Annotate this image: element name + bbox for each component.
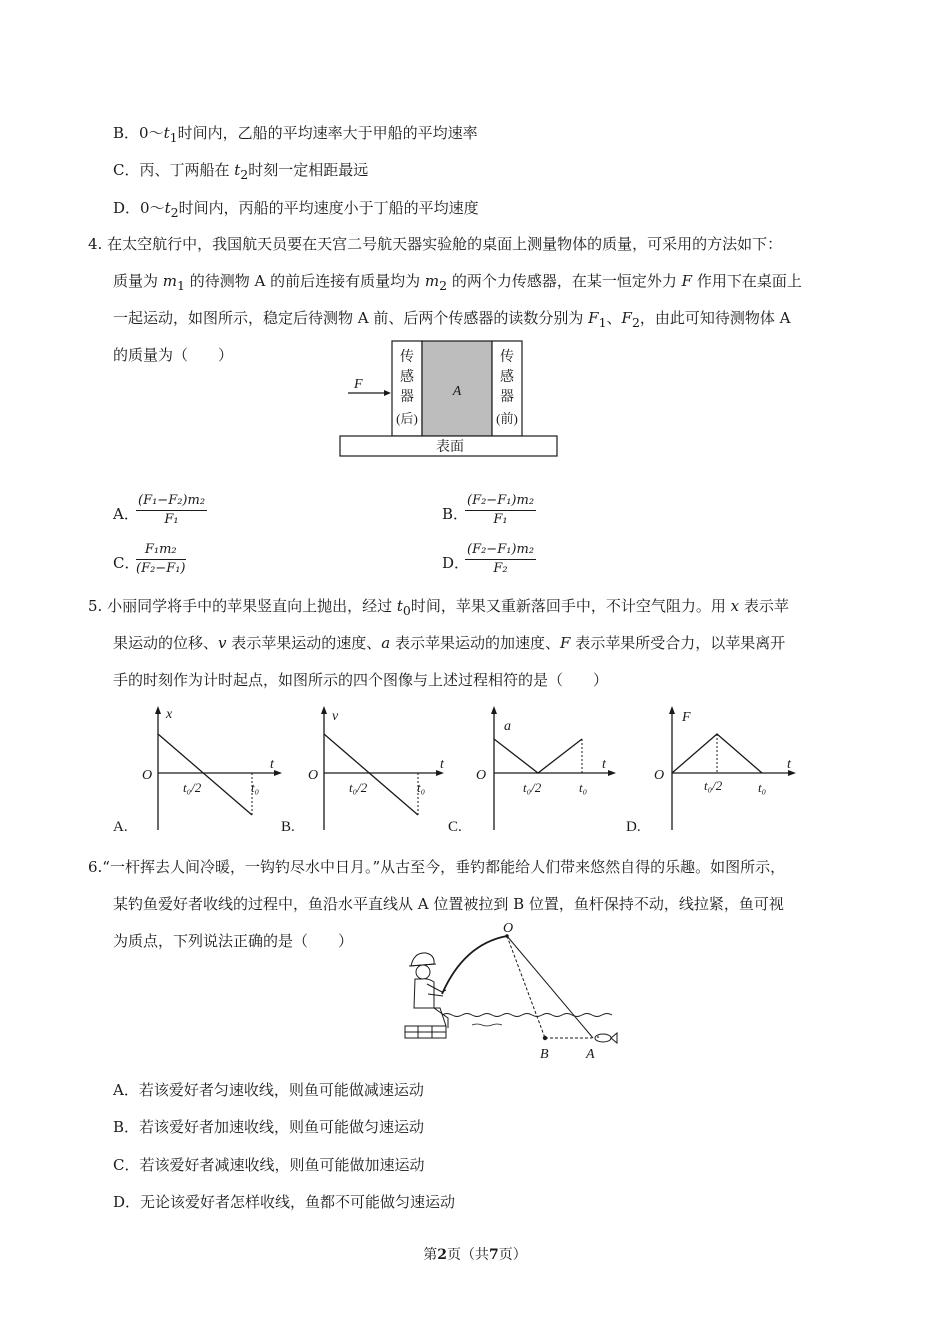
rear-sensor-char-4: (后): [396, 411, 418, 426]
q5-graph-a: [110, 704, 290, 836]
dashed-line-ob: [507, 936, 545, 1038]
q6-option-a: A．若该爱好者匀速收线，则鱼可能做减速运动: [113, 1081, 424, 1099]
t0-label: t₀: [579, 780, 588, 795]
q3-option-d: D．$0\sim t_2$时间内，丙船的平均速度小于丁船的平均速度: [113, 199, 479, 220]
y-axis-arrow: [669, 706, 675, 714]
front-sensor-char-4: (前): [496, 411, 518, 426]
origin-label: O: [142, 768, 153, 783]
option-c-label: C.: [448, 819, 462, 835]
q4-option-d-denominator: F₂: [493, 561, 508, 576]
option-d-label: D.: [626, 819, 641, 835]
q4-option-d-label: D．: [442, 554, 470, 572]
q4-stem-line1: 4. 在太空航行中，我国航天员要在天宫二号航天器实验舱的桌面上测量物体的质量，可采用的方法如下：: [88, 235, 783, 253]
t0-label: t₀: [758, 780, 767, 795]
point-b: [543, 1036, 547, 1040]
y-axis-label: a: [504, 719, 511, 734]
half-t0-label: t₀/2: [704, 778, 723, 793]
graph-line: [324, 734, 418, 815]
fishing-rod: [442, 936, 507, 994]
rear-sensor-char-1: 传: [400, 350, 414, 365]
origin-label: O: [476, 768, 487, 783]
option-b-label: B.: [281, 819, 295, 835]
q4-option-c-fraction: [136, 541, 186, 578]
q4-option-b-numerator: (F₂−F₁)m₂: [465, 492, 536, 511]
rear-sensor-char-2: 感: [400, 370, 414, 385]
q4-stem-line2: 质量为 $m_1$ 的待测物 A 的前后连接有质量均为 $m_2$ 的两个力传感器，在某一恒定外力 F 作用下在桌面上: [113, 272, 802, 293]
q4-sensor-figure: [340, 336, 560, 460]
y-axis-arrow: [155, 706, 161, 714]
q3-option-c: C．丙、丁两船在 $t_2$时刻一定相距最远: [113, 161, 369, 182]
q4-option-b-fraction: [465, 492, 536, 529]
fish-icon: [595, 1033, 617, 1043]
q4-stem-line3: 一起运动，如图所示，稳定后待测物 A 前、后两个传感器的读数分别为 $F_1$、$F_2$，由此可知待测物体 A: [113, 309, 791, 330]
rear-sensor-char-3: 器: [400, 390, 414, 405]
total-page-number: 7: [489, 1247, 499, 1263]
q4-stem-line4: 的质量为（ ）: [113, 346, 234, 364]
y-axis-arrow: [321, 706, 327, 714]
q4-option-d-fraction: [465, 541, 536, 578]
front-sensor-char-3: 器: [500, 390, 514, 405]
q6-option-b: B．若该爱好者加速收线，则鱼可能做匀速运动: [113, 1118, 425, 1136]
page-footer: 第2页（共7页）: [423, 1247, 527, 1263]
q3-option-b: B．$0\sim t_1$时间内，乙船的平均速率大于甲船的平均速率: [113, 124, 478, 145]
q6-option-d: D．无论该爱好者怎样收线，鱼都不可能做匀速运动: [113, 1193, 456, 1211]
object-label: A: [452, 384, 462, 399]
t-axis-arrow: [608, 770, 616, 776]
current-page-number: 2: [437, 1247, 447, 1263]
y-axis-label: v: [332, 709, 339, 724]
force-arrow-head: [384, 390, 391, 396]
front-sensor-char-2: 感: [500, 370, 514, 385]
q4-option-a-denominator: F₁: [164, 512, 179, 527]
front-sensor-char-1: 传: [500, 350, 514, 365]
q4-option-a-numerator: (F₁−F₂)m₂: [136, 492, 207, 511]
q5-stem-line1: 5. 小丽同学将手中的苹果竖直向上抛出，经过 $t_0$时间，苹果又重新落回手中，不计空气阻力。用 x 表示苹: [88, 597, 789, 618]
q4-option-a-label: A．: [113, 505, 139, 523]
t0-label: t₀: [417, 780, 426, 795]
q5-stem-line2: 果运动的位移、v 表示苹果运动的速度、a 表示苹果运动的加速度、F 表示苹果所受合力，以苹果离开: [113, 634, 786, 652]
y-axis-label: F: [682, 710, 691, 725]
t-axis-label: t: [440, 757, 444, 772]
half-t0-label: t₀/2: [349, 780, 368, 795]
half-t0-label: t₀/2: [523, 780, 542, 795]
fisherman-icon: [405, 953, 448, 1038]
point-o-label: O: [503, 921, 514, 936]
origin-label: O: [654, 768, 665, 783]
t-axis-label: t: [270, 757, 274, 772]
q5-graph-c: [446, 704, 626, 836]
graph-line: [494, 739, 582, 773]
q4-option-c-label: C．: [113, 554, 140, 572]
q4-option-c-numerator: F₁m₂: [136, 541, 186, 560]
surface-label: 表面: [436, 440, 464, 455]
q4-option-b-label: B．: [442, 505, 469, 523]
water-ripple: [472, 1024, 502, 1026]
point-b-label: B: [540, 1047, 549, 1062]
q4-option-d-numerator: (F₂−F₁)m₂: [465, 541, 536, 560]
q6-fishing-figure: [402, 922, 628, 1062]
fishing-line-oa: [507, 936, 593, 1038]
q4-option-a-fraction: [136, 492, 207, 529]
graph-line: [158, 734, 252, 815]
q4-option-c-denominator: (F₂−F₁): [136, 561, 186, 576]
option-a-label: A.: [113, 819, 128, 835]
q5-graph-b: [276, 704, 456, 836]
q6-stem-line1: 6.“一杆挥去人间冷暖，一钩钓尽水中日月。”从古至今，垂钓都能给人们带来悠然自得的乐趣。如图所示，: [88, 858, 786, 876]
q5-graph-d: [624, 704, 814, 836]
t-axis-label: t: [602, 757, 606, 772]
point-a-label: A: [586, 1047, 595, 1062]
q4-option-b-denominator: F₁: [493, 512, 508, 527]
y-axis-label: x: [166, 707, 173, 722]
force-label: F: [354, 377, 363, 392]
q6-stem-line3: 为质点，下列说法正确的是（ ）: [113, 932, 354, 950]
origin-label: O: [308, 768, 319, 783]
q5-stem-line3: 手的时刻作为计时起点，如图所示的四个图像与上述过程相符的是（ ）: [113, 671, 609, 689]
water-surface: [442, 1014, 612, 1017]
y-axis-arrow: [491, 706, 497, 714]
t0-label: t₀: [251, 780, 260, 795]
half-t0-label: t₀/2: [183, 780, 202, 795]
q6-stem-line2: 某钓鱼爱好者收线的过程中，鱼沿水平直线从 A 位置被拉到 B 位置，鱼杆保持不动，线拉紧，鱼可视: [113, 895, 784, 913]
t-axis-label: t: [787, 757, 791, 772]
q6-option-c: C．若该爱好者减速收线，则鱼可能做加速运动: [113, 1156, 425, 1174]
